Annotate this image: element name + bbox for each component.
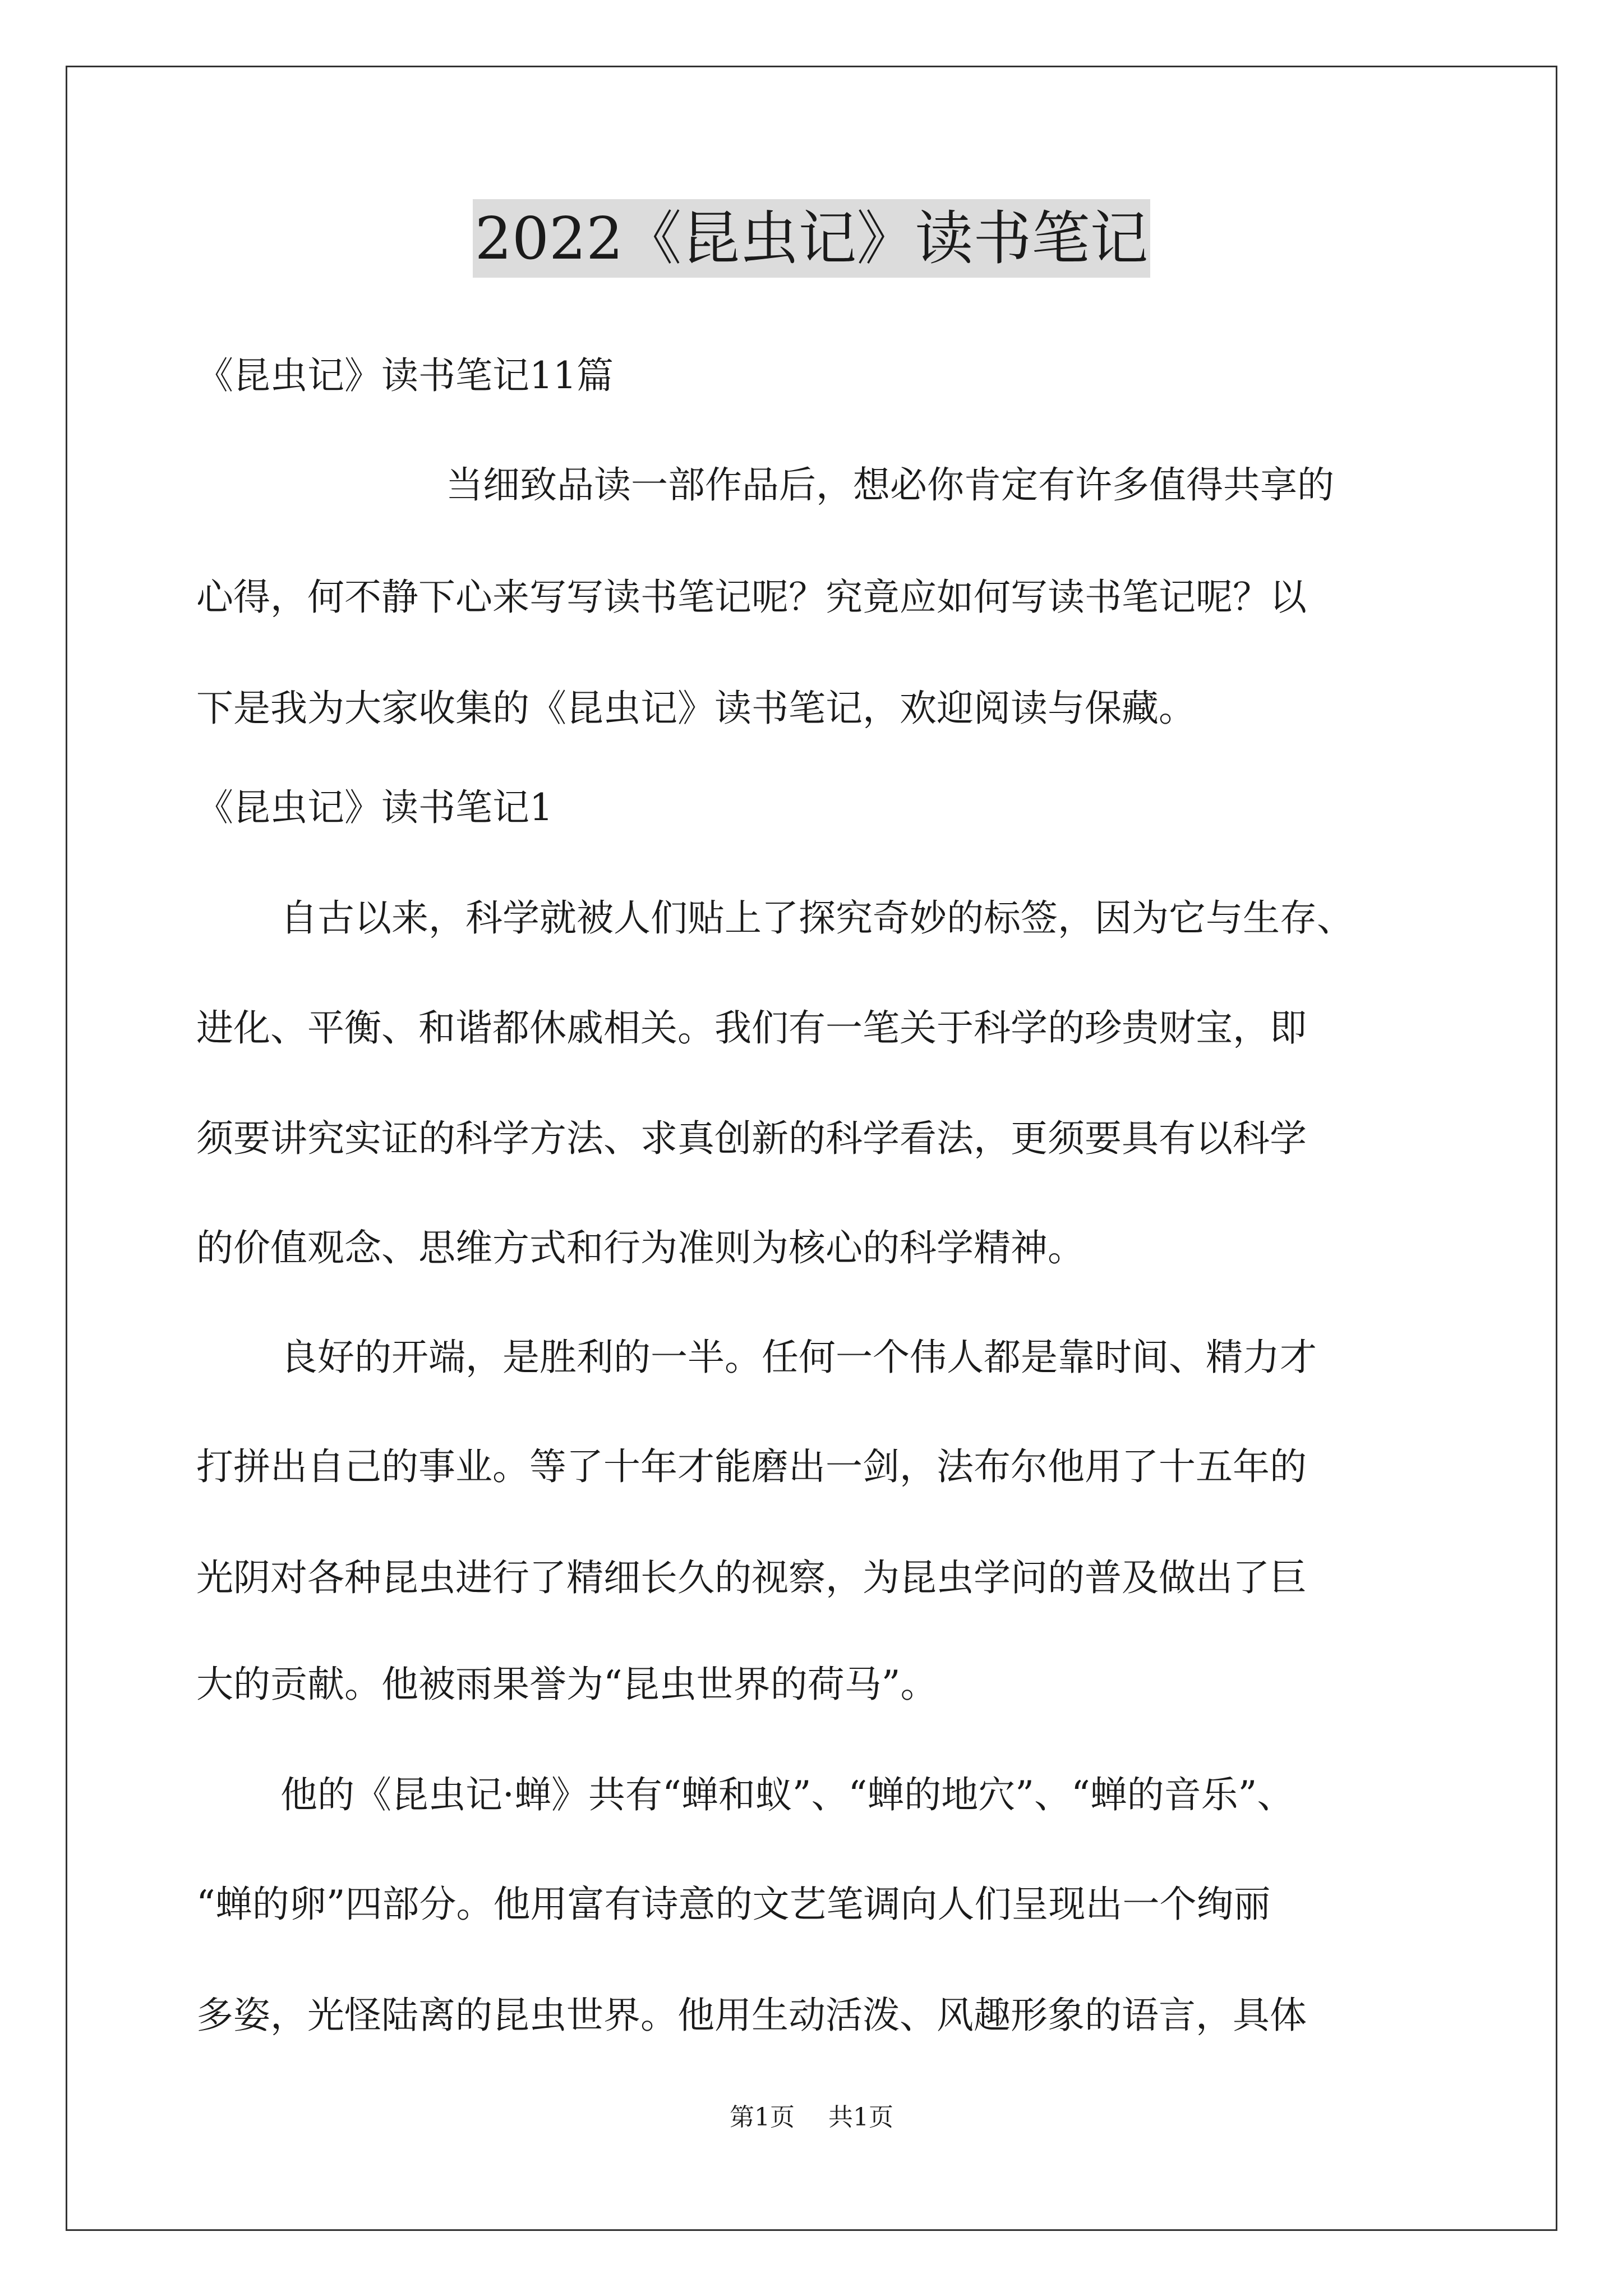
paragraph-line: 的价值观念、思维方式和行为准则为核心的科学精神。 [196, 1226, 1085, 1269]
page-footer [0, 2101, 1623, 2134]
document-subtitle: 《昆虫记》读书笔记11篇 [196, 354, 614, 397]
paragraph-line: 光阴对各种昆虫进行了精细长久的视察，为昆虫学问的普及做出了巨 [196, 1556, 1307, 1599]
paragraph-line: “蝉的卵”四部分。他用富有诗意的文艺笔调向人们呈现出一个绚丽 [196, 1883, 1271, 1926]
paragraph-line: 进化、平衡、和谐都休戚相关。我们有一笔关于科学的珍贵财宝，即 [196, 1006, 1307, 1050]
paragraph-line: 打拼出自己的事业。等了十年才能磨出一剑，法布尔他用了十五年的 [196, 1445, 1307, 1488]
paragraph-line: 须要讲究实证的科学方法、求真创新的科学看法，更须要具有以科学 [196, 1117, 1307, 1160]
paragraph-line: 多姿，光怪陆离的昆虫世界。他用生动活泼、风趣形象的语言，具体 [196, 1994, 1307, 2037]
paragraph-line: 自古以来，科学就被人们贴上了探究奇妙的标签，因为它与生存、 [280, 896, 1354, 940]
paragraph-line: 良好的开端，是胜利的一半。任何一个伟人都是靠时间、精力才 [280, 1336, 1317, 1379]
intro-line: 心得，何不静下心来写写读书笔记呢？究竟应如何写读书笔记呢？以 [196, 576, 1307, 619]
page-total: 共1页 [828, 2103, 893, 2132]
page-number: 第1页 [730, 2103, 795, 2132]
section-heading: 《昆虫记》读书笔记1 [196, 786, 553, 829]
paragraph-line: 大的贡献。他被雨果誉为“昆虫世界的荷马”。 [196, 1663, 938, 1706]
paragraph-line: 他的《昆虫记·蝉》共有“蝉和蚁”、“蝉的地穴”、“蝉的音乐”、 [280, 1773, 1294, 1816]
intro-line: 下是我为大家收集的《昆虫记》读书笔记，欢迎阅读与保藏。 [196, 687, 1196, 730]
document-title: 2022《昆虫记》读书笔记 [473, 199, 1151, 278]
intro-line: 当细致品读一部作品后，想必你肯定有许多值得共享的 [446, 463, 1334, 507]
title-container [0, 199, 1623, 278]
